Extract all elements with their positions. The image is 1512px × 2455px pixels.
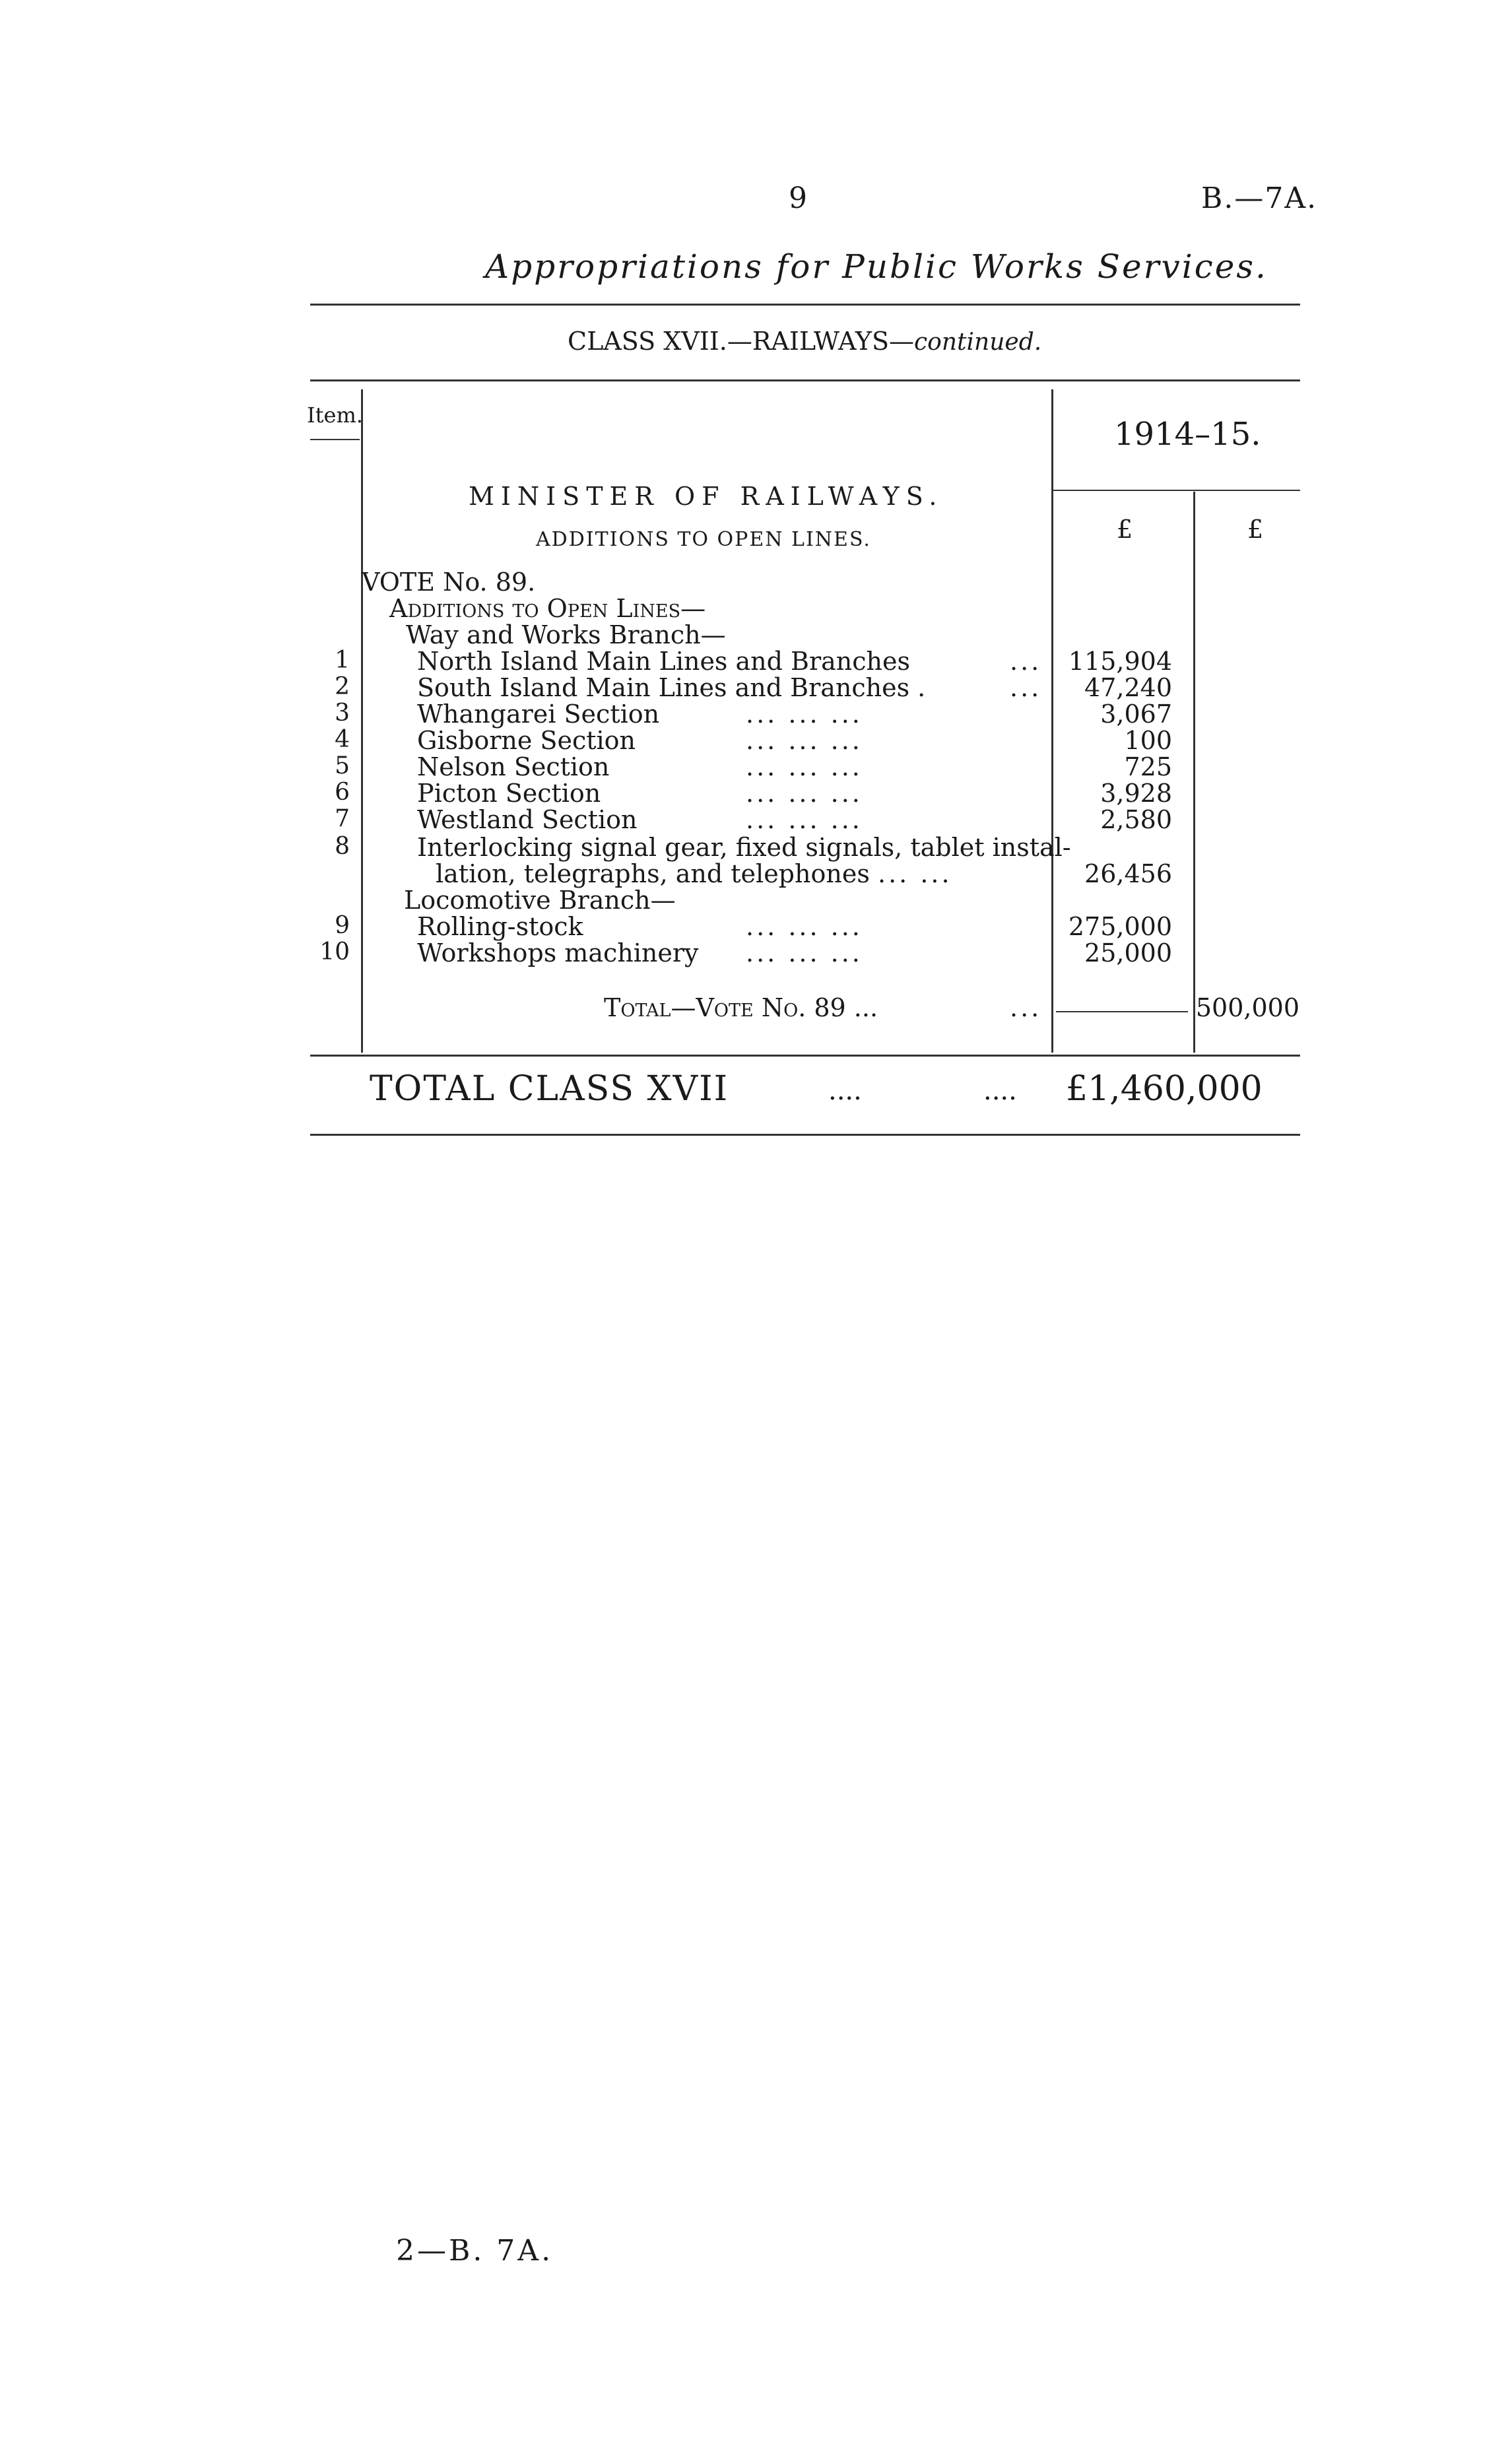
document-reference: B.—7A. [1201,181,1318,215]
grand-total-amount: £1,460,000 [1066,1069,1263,1109]
subtotal-column-rule [1193,492,1195,1053]
item-amount: 275,000 [1068,912,1172,941]
year-header-rule [1053,490,1300,491]
leader-dots: ... [1010,993,1042,1022]
item-number: 10 [319,938,350,966]
item-label: Gisborne Section [417,726,636,755]
leader-dots: ... [1010,673,1042,702]
vote-heading: VOTE No. 89. [362,568,536,597]
leader-dots: ... ... ... [746,726,863,755]
item-amount: 100 [1124,726,1172,755]
leader-dots: ... [1010,647,1042,676]
vote-total-rule [1056,1011,1188,1012]
section-subheading: ADDITIONS TO OPEN LINES. [536,528,871,551]
item-column-header: Item. [307,403,363,428]
item-amount: 725 [1124,752,1172,781]
leader-dots: ... ... ... [746,912,863,941]
item-number: 6 [335,779,350,806]
leader-dots: .... [983,1076,1017,1106]
item-amount: 47,240 [1084,673,1172,702]
item-number: 7 [335,805,350,832]
additions-heading: Additions to Open Lines— [389,594,706,623]
item-amount: 3,928 [1100,779,1172,808]
page-number: 9 [789,181,807,215]
document-title: Appropriations for Public Works Services. [485,247,1268,286]
item-number: 1 [335,647,350,674]
item-label: Nelson Section [417,752,610,781]
item-label: Whangarei Section [417,700,660,729]
year-column-header: 1914–15. [1114,416,1261,453]
leader-dots: ... ... ... [746,805,863,834]
item-label: Picton Section [417,779,601,808]
leader-dots: ... ... [878,859,952,888]
way-works-heading: Way and Works Branch— [406,620,726,649]
grand-total-label: TOTAL CLASS XVII [370,1069,729,1109]
item-label: Rolling-stock [417,912,583,941]
item-label: South Island Main Lines and Branches . [417,673,926,702]
item-header-underline [310,439,360,440]
item-number: 4 [335,726,350,753]
amount-column-rule [1051,389,1053,1053]
item-amount: 115,904 [1068,647,1172,676]
currency-symbol-items: £ [1117,515,1133,544]
class-heading-continued: continued. [914,329,1042,356]
item-amount: 25,000 [1084,938,1172,967]
item-number: 3 [335,700,350,727]
leader-dots: ... ... ... [746,938,863,967]
item-label: Interlocking signal gear, fixed signals, tablet instal- [417,833,1071,862]
leader-dots: ... ... ... [746,700,863,729]
item-label: Westland Section [417,805,638,834]
table-bottom-rule [310,1055,1300,1057]
leader-dots: ... ... ... [746,779,863,808]
item-column-rule [361,389,363,1053]
grand-total-rule [310,1134,1300,1136]
class-heading-text: CLASS XVII.—RAILWAYS— [568,327,915,356]
footer-signature: 2—B. 7A. [396,2234,554,2268]
item-label-continuation: lation, telegraphs, and telephones [436,859,870,888]
leader-dots: ... ... ... [746,752,863,781]
class-heading [568,327,1041,356]
item-label: Workshops machinery [417,938,699,967]
item-number: 9 [335,912,350,939]
item-number: 8 [335,833,350,860]
table-top-rule [310,379,1300,381]
leader-dots: .... [828,1076,862,1106]
currency-symbol-total: £ [1247,515,1264,544]
title-rule [310,304,1300,306]
item-amount: 3,067 [1100,700,1172,729]
item-label: North Island Main Lines and Branches [417,647,911,676]
item-number: 2 [335,673,350,700]
vote-total-label: Total—Vote No. 89 ... [604,993,878,1022]
item-amount: 2,580 [1100,805,1172,834]
vote-total-amount: 500,000 [1195,993,1299,1022]
item-amount: 26,456 [1084,859,1172,888]
item-number: 5 [335,752,350,779]
minister-heading: MINISTER OF RAILWAYS. [469,482,944,511]
locomotive-heading: Locomotive Branch— [404,886,676,915]
